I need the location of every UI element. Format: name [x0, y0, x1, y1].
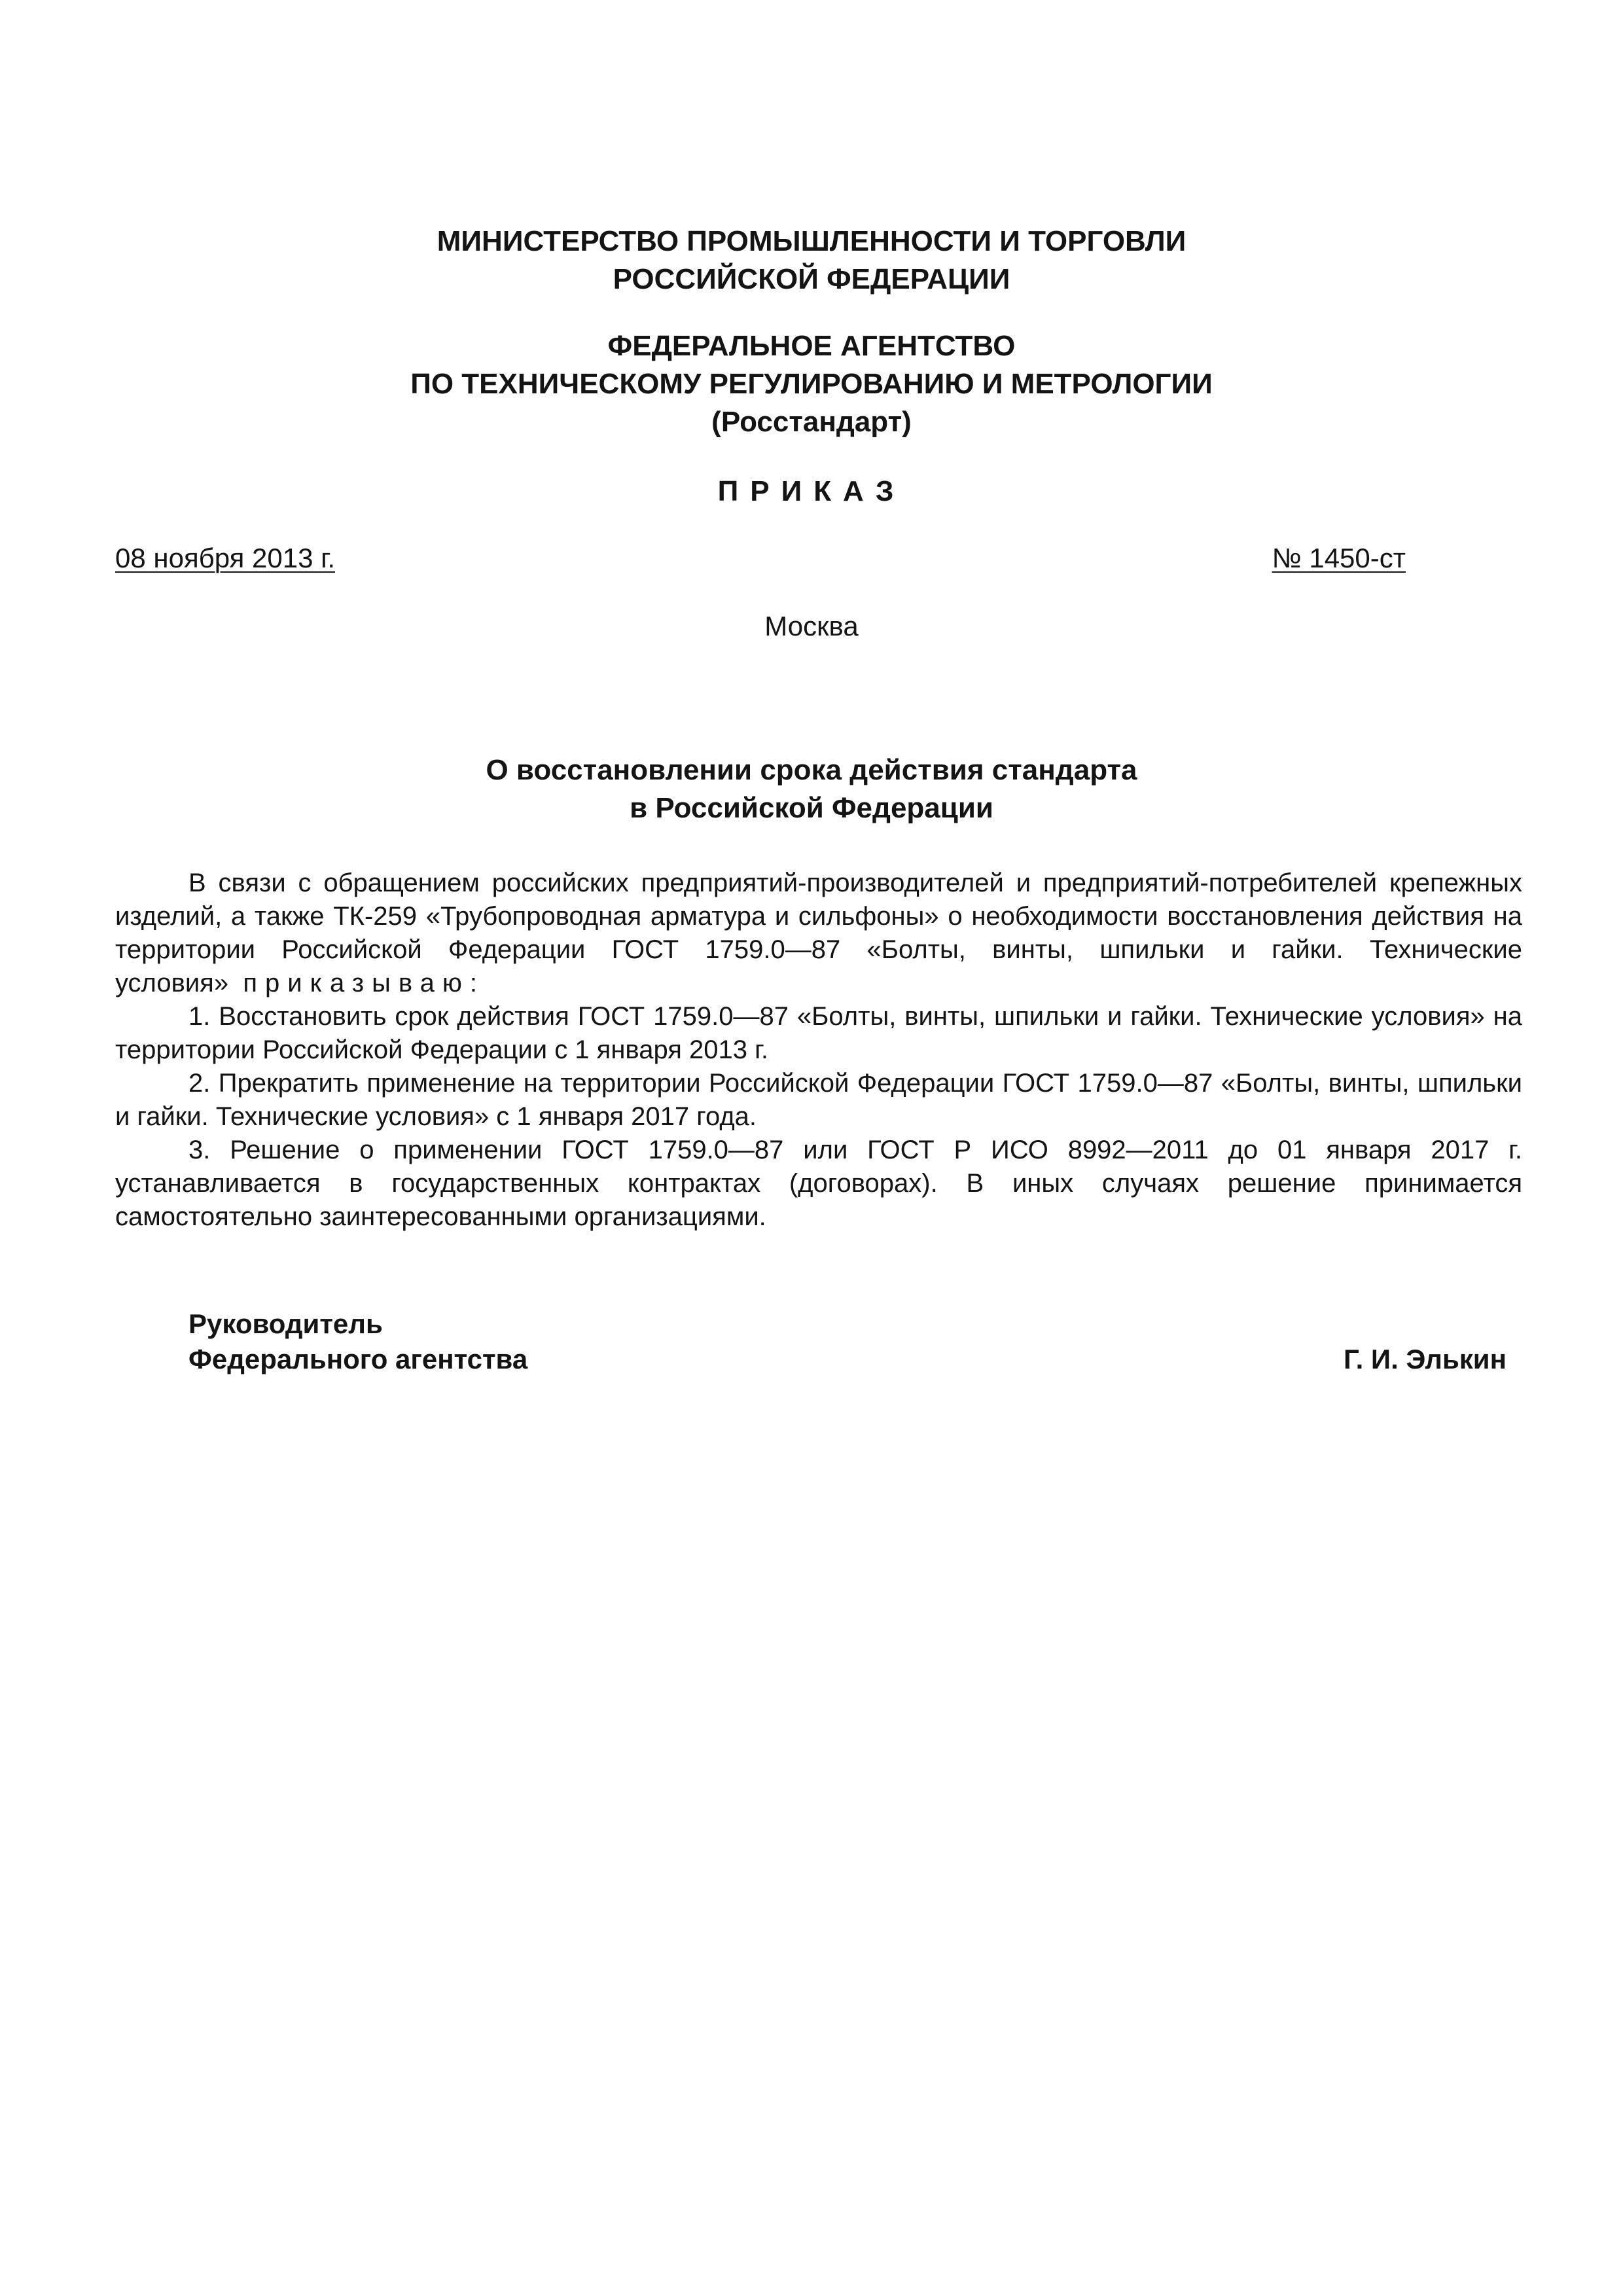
ministry-title-line2: РОССИЙСКОЙ ФЕДЕРАЦИИ	[613, 263, 1010, 295]
order-item-3: 3. Решение о применении ГОСТ 1759.0—87 или ГОСТ Р ИСО 8992—2011 до 01 января 2017 г. устанавливается в государственных контрактах (договорах). В иных случаях решение принимается самостоятельно заинтересованными организациями.	[115, 1136, 1522, 1231]
agency-title	[0, 327, 1623, 441]
intro-paragraph	[115, 867, 1522, 1000]
agency-title-line1: ФЕДЕРАЛЬНОЕ АГЕНТСТВО	[607, 330, 1016, 362]
signatory-title-line1: Руководитель	[188, 1308, 383, 1339]
order-body	[115, 867, 1522, 1234]
ministry-title	[0, 223, 1623, 298]
order-word: приказываю:	[243, 969, 486, 997]
signatory-title-line2: Федерального агентства	[188, 1344, 528, 1374]
order-subject	[0, 751, 1623, 827]
order-subject-line2: в Российской Федерации	[630, 792, 993, 824]
order-number: № 1450-ст	[1272, 543, 1406, 573]
ministry-title-line1: МИНИСТЕРСТВО ПРОМЫШЛЕННОСТИ И ТОРГОВЛИ	[437, 225, 1186, 257]
intro-text: В связи с обращением российских предприятий-производителей и предприятий-потребителей крепежных изделий, а также ТК-259 «Трубопроводная арматура и сильфоны» о необходимости восстановления действия на территории Российской Федерации ГОСТ 1759.0—87 «Болты, винты, шпильки и гайки. Технические условия»	[115, 869, 1522, 997]
signatory-title	[188, 1306, 527, 1377]
city: Москва	[764, 611, 859, 641]
order-item-2: 2. Прекратить применение на территории Российской Федерации ГОСТ 1759.0—87 «Болты, винты, шпильки и гайки. Технические условия» с 1 января 2017 года.	[115, 1069, 1522, 1131]
agency-title-line2: ПО ТЕХНИЧЕСКОМУ РЕГУЛИРОВАНИЮ И МЕТРОЛОГИИ	[410, 368, 1213, 400]
document-type: ПРИКАЗ	[717, 475, 906, 507]
order-subject-line1: О восстановлении срока действия стандарта	[486, 754, 1137, 786]
agency-title-line3: (Росстандарт)	[711, 406, 912, 438]
order-date: 08 ноября 2013 г.	[115, 543, 335, 573]
order-item-1: 1. Восстановить срок действия ГОСТ 1759.0—87 «Болты, винты, шпильки и гайки. Технические условия» на территории Российской Федерации с 1 января 2013 г.	[115, 1002, 1522, 1064]
signatory-name: Г. И. Элькин	[1344, 1344, 1507, 1374]
